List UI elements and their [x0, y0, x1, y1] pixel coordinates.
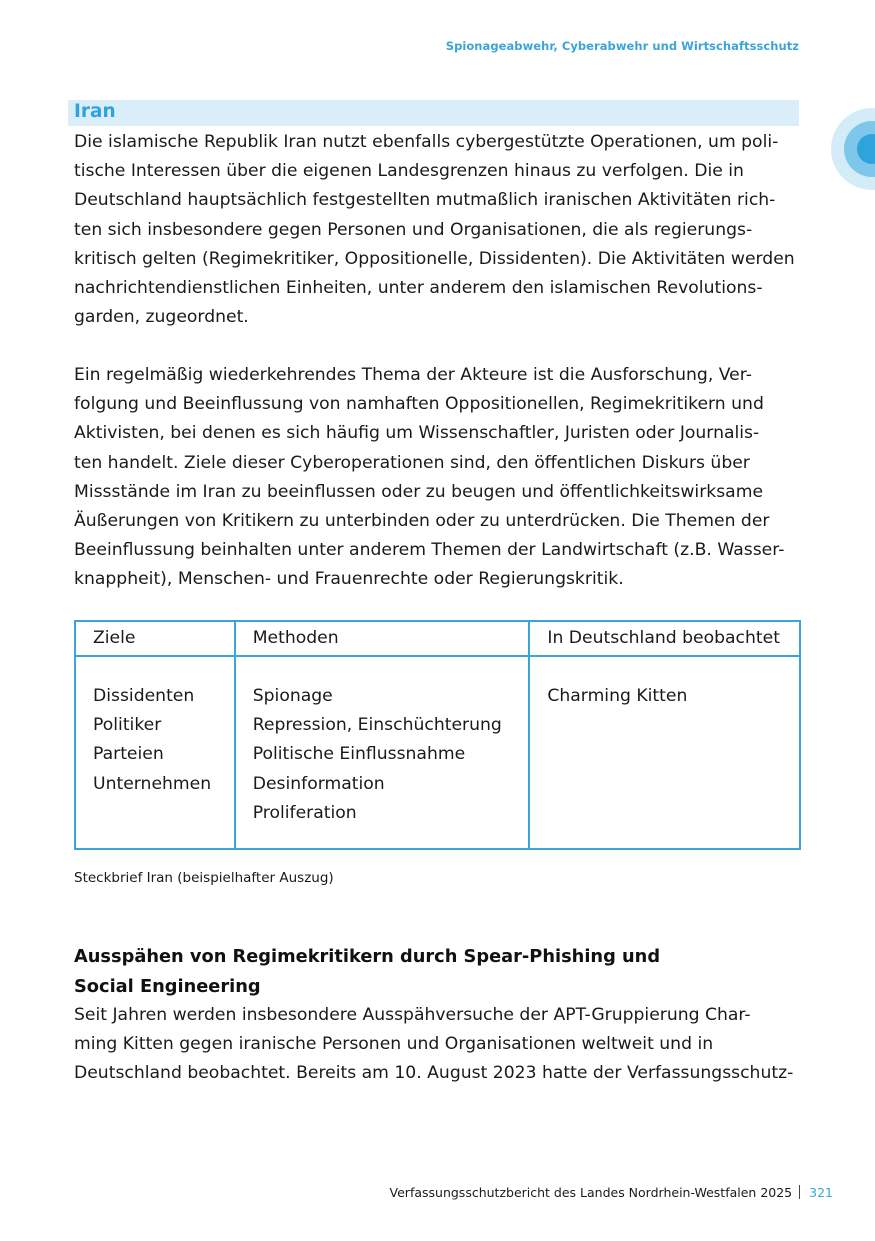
- list-item: Unternehmen: [93, 773, 212, 794]
- text-line: kritisch gelten (Regimekritiker, Oppositionelle, Dissidenten). Die Aktivitäten werden: [74, 248, 795, 269]
- table-caption: Steckbrief Iran (beispielhafter Auszug): [74, 870, 334, 886]
- text-line: Ein regelmäßig wiederkehrendes Thema der Akteure ist die Ausforschung, Ver-: [74, 365, 752, 385]
- chapter-tab-ring: [844, 121, 875, 177]
- text-line: ten sich insbesondere gegen Personen und Organisationen, die als regierungs-: [74, 219, 753, 240]
- intro-paragraph: [74, 128, 804, 332]
- cell-ziele: [75, 656, 235, 849]
- cell-methoden: [235, 656, 530, 849]
- text-line: nachrichtendienstlichen Einheiten, unter anderem den islamischen Revolutions-: [74, 278, 763, 299]
- text-line: tische Interessen über die eigenen Landesgrenzen hinaus zu verfolgen. Die in: [74, 161, 744, 182]
- list-item: Parteien: [93, 744, 164, 765]
- text-line: ming Kitten gegen iranische Personen und Organisationen weltweit und in: [74, 1034, 714, 1055]
- text-line: Deutschland beobachtet. Bereits am 10. August 2023 hatte der Verfassungsschutz-: [74, 1063, 794, 1084]
- list-item: Proliferation: [252, 802, 357, 823]
- subsection-heading: [74, 942, 660, 1002]
- text-line: ten handelt. Ziele dieser Cyberoperationen sind, den öffentlichen Diskurs über: [74, 452, 750, 473]
- section-title-band: [68, 100, 799, 126]
- text-line: Missstände im Iran zu beeinflussen oder zu beugen und öffentlichkeitswirksame: [74, 481, 764, 502]
- text-line: Beeinflussung beinhalten unter anderem Themen der Landwirtschaft (z.B. Wasser-: [74, 540, 785, 561]
- text-line: Deutschland hauptsächlich festgestellten mutmaßlich iranischen Aktivitäten rich-: [74, 190, 776, 211]
- running-header: Spionageabwehr, Cyberabwehr und Wirtschaftsschutz: [445, 39, 799, 53]
- heading-line: Social Engineering: [74, 976, 261, 997]
- heading-line: Ausspähen von Regimekritikern durch Spear-Phishing und: [74, 946, 661, 967]
- page-number: 321: [809, 1185, 833, 1200]
- list-item: Desinformation: [252, 773, 385, 794]
- page-footer: [390, 1185, 833, 1200]
- footer-divider: [799, 1185, 800, 1199]
- footer-publication: Verfassungsschutzbericht des Landes Nordrhein-Westfalen 2025: [389, 1185, 793, 1200]
- text-line: Äußerungen von Kritikern zu unterbinden oder zu unterdrücken. Die Themen der: [74, 511, 770, 532]
- chapter-tab-core: [857, 134, 875, 164]
- table-row: [75, 656, 800, 849]
- list-item: Politische Einflussnahme: [252, 744, 466, 765]
- text-line: Seit Jahren werden insbesondere Ausspähversuche der APT-Gruppierung Char-: [74, 1005, 751, 1025]
- list-item: Charming Kitten: [547, 686, 688, 706]
- column-header-methoden: Methoden: [235, 621, 530, 656]
- list-item: Spionage: [252, 686, 333, 706]
- cell-beobachtet: [529, 656, 800, 849]
- list-item: Politiker: [93, 715, 162, 736]
- themes-paragraph: [74, 361, 804, 595]
- chapter-tab-marker: [831, 108, 875, 190]
- text-line: knappheit), Menschen- und Frauenrechte oder Regierungskritik.: [74, 569, 624, 590]
- section-title: Iran: [74, 101, 116, 122]
- text-line: garden, zugeordnet.: [74, 307, 249, 328]
- text-line: Aktivisten, bei denen es sich häufig um Wissenschaftler, Juristen oder Journalis-: [74, 423, 760, 444]
- spear-phishing-paragraph: [74, 1001, 804, 1089]
- iran-profile-table: [74, 620, 801, 850]
- text-line: folgung und Beeinflussung von namhaften Oppositionellen, Regimekritikern und: [74, 394, 764, 415]
- table-header-row: [75, 621, 800, 656]
- column-header-ziele: Ziele: [75, 621, 235, 656]
- text-line: Die islamische Republik Iran nutzt ebenfalls cybergestützte Operationen, um poli-: [74, 132, 779, 152]
- list-item: Repression, Einschüchterung: [252, 715, 502, 736]
- column-header-beobachtet: In Deutschland beobachtet: [529, 621, 800, 656]
- list-item: Dissidenten: [93, 686, 195, 706]
